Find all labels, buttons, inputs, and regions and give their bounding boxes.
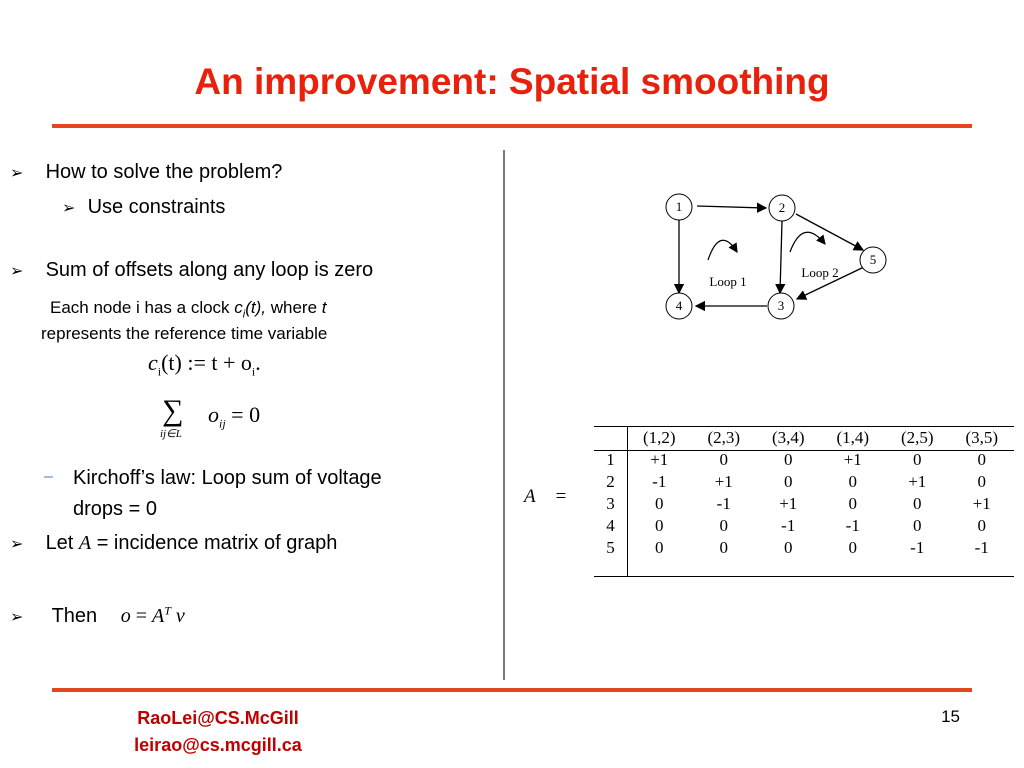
bullet-constraints: ➢ Use constraints	[62, 195, 225, 221]
matrix-cell: 0	[719, 538, 728, 557]
slide-title: An improvement: Spatial smoothing	[194, 61, 830, 102]
node-label: 4	[675, 298, 683, 313]
matrix-cell: -1	[716, 494, 731, 513]
node-label: 1	[675, 199, 683, 214]
matrix-row	[594, 515, 1014, 537]
matrix-cell: +1	[714, 472, 733, 491]
matrix-row-label: 1	[606, 450, 615, 469]
matrix-table	[594, 427, 1014, 559]
matrix-row-label: 5	[606, 538, 615, 557]
matrix-row	[594, 471, 1014, 493]
matrix-row	[594, 449, 1014, 471]
kirchoff-line2: drops = 0	[73, 498, 157, 520]
kirchoff-line1: Kirchoff’s law: Loop sum of voltage	[73, 467, 382, 489]
matrix-cell: 0	[913, 516, 922, 535]
loop2-label: Loop 2	[801, 265, 839, 280]
loop1-label: Loop 1	[709, 274, 747, 289]
matrix-col-header: (2,5)	[900, 428, 934, 447]
matrix-col-header: (3,5)	[965, 428, 999, 447]
matrix-cell: +1	[779, 494, 798, 513]
matrix-row-label: 2	[606, 472, 615, 491]
clock-formula: $c_i(t)$ := $t + o_i$.	[148, 350, 261, 379]
dash-bullet-icon: –	[44, 468, 53, 485]
matrix-cell: 0	[784, 538, 793, 557]
matrix-cell: 0	[977, 450, 986, 469]
loop1-arrow-icon	[708, 240, 737, 260]
matrix-cell: 0	[977, 516, 986, 535]
matrix-cell: 0	[848, 494, 857, 513]
edge-2-3	[780, 221, 782, 293]
arrow-bullet-icon: ➢	[10, 165, 24, 182]
matrix-cell: 0	[655, 516, 664, 535]
matrix-cell: -1	[910, 538, 925, 557]
matrix-cell: +1	[650, 450, 669, 469]
arrow-bullet-icon: ➢	[62, 200, 76, 217]
matrix-cell: +1	[972, 494, 991, 513]
matrix-cell: +1	[843, 450, 862, 469]
top-rule	[52, 124, 972, 128]
bullet-question: ➢ How to solve the problem?	[10, 160, 282, 186]
loop-sum-formula: ∑ ij∈L $o_{ij} = 0$	[160, 394, 261, 440]
matrix-cell: 0	[913, 450, 922, 469]
matrix-cell: +1	[908, 472, 927, 491]
matrix-cell: 0	[719, 450, 728, 469]
matrix-cell: 0	[784, 450, 793, 469]
matrix-cell: 0	[784, 472, 793, 491]
column-divider	[503, 150, 505, 680]
matrix-col-header: (1,2)	[642, 428, 676, 447]
matrix-cell: -1	[781, 516, 796, 535]
bullet-let: ➢ Let A = incidence matrix of graph	[10, 531, 337, 557]
matrix-cell: -1	[974, 538, 989, 557]
node-label: 3	[777, 298, 785, 313]
matrix-row-label: 3	[606, 494, 615, 513]
edge-1-2	[697, 206, 766, 208]
matrix-cell: 0	[655, 494, 664, 513]
matrix-cell: 0	[977, 472, 986, 491]
matrix-col-header: (1,4)	[836, 428, 870, 447]
matrix-row	[594, 493, 1014, 515]
matrix-cell: 0	[848, 538, 857, 557]
clock-sentence-line2: represents the reference time variable	[41, 324, 328, 343]
node-label: 2	[778, 200, 786, 215]
bullet-loop-sum: ➢ Sum of offsets along any loop is zero	[10, 258, 373, 284]
matrix-cell: -1	[652, 472, 667, 491]
footer-email[interactable]: leirao@cs.mcgill.ca	[134, 735, 302, 755]
matrix-cell: 0	[655, 538, 664, 557]
arrow-bullet-icon: ➢	[10, 536, 24, 553]
matrix-cell: -1	[845, 516, 860, 535]
loop2-arrow-icon	[790, 232, 825, 252]
matrix-cell: 0	[913, 494, 922, 513]
loop-graph	[640, 180, 900, 330]
matrix-cell: 0	[719, 516, 728, 535]
footer-affiliation: RaoLei@CS.McGill	[137, 708, 299, 728]
arrow-bullet-icon: ➢	[10, 608, 24, 626]
matrix-col-header: (3,4)	[771, 428, 805, 447]
clock-sentence: Each node i has a clock $c_i(t)$, where t	[50, 298, 327, 321]
bullet-then: ➢ Then $o = A^T$ v	[10, 598, 185, 630]
bottom-rule	[52, 688, 972, 692]
matrix-name: A =	[524, 486, 567, 507]
matrix-col-header: (2,3)	[707, 428, 741, 447]
matrix-row	[594, 537, 1014, 559]
matrix-cell: 0	[848, 472, 857, 491]
page-number: 15	[941, 707, 960, 726]
node-label: 5	[869, 252, 877, 267]
arrow-bullet-icon: ➢	[10, 263, 24, 280]
incidence-matrix	[594, 426, 1014, 576]
matrix-row-label: 4	[606, 516, 615, 535]
